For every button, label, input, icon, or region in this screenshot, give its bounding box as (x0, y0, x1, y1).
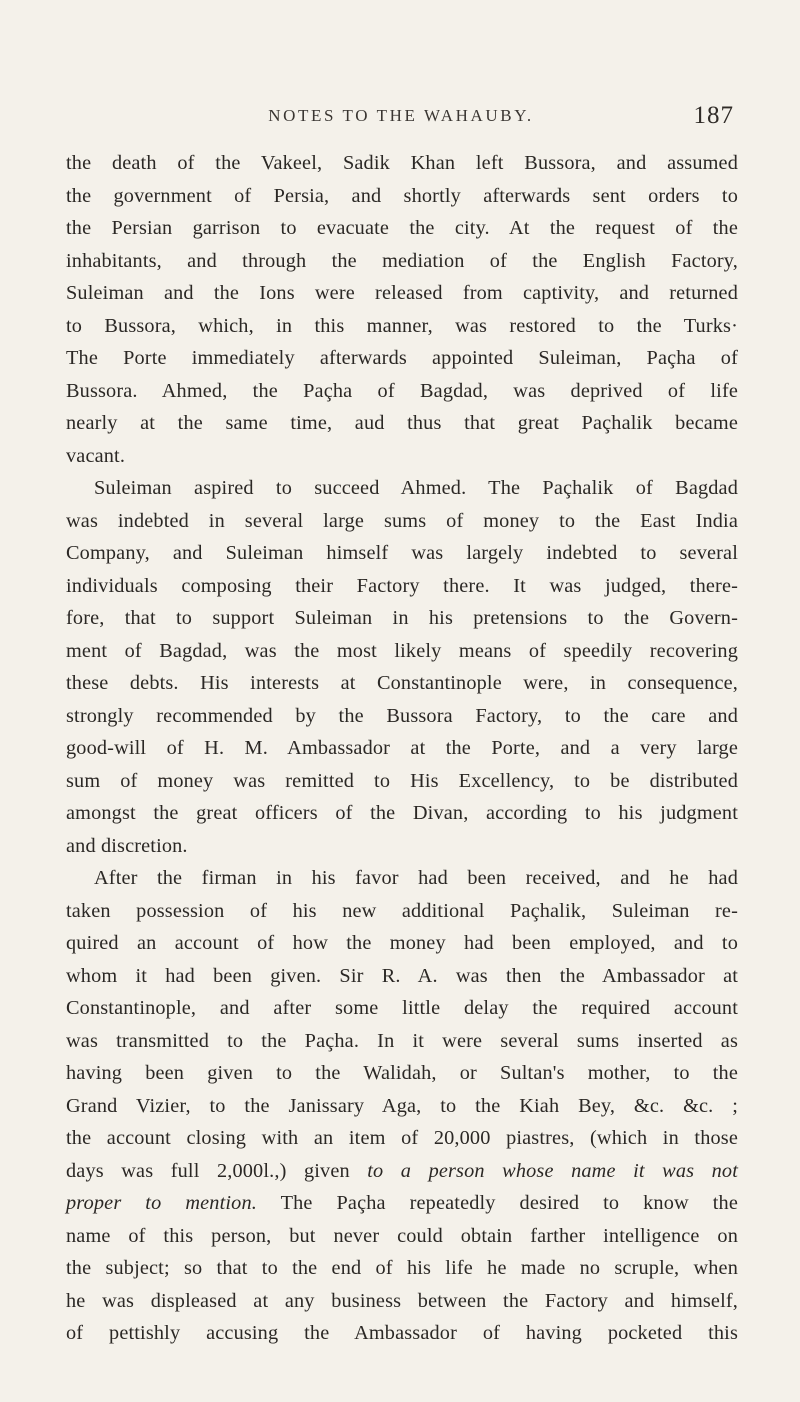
paragraph-2 (66, 472, 738, 862)
body-text (66, 147, 738, 1350)
text-line: strongly recommended by the Bussora Factory, to the care and (66, 704, 738, 727)
text-line: he was displeased at any business between the Factory and himself, (66, 1289, 738, 1312)
text-line: amongst the great officers of the Divan, according to his judgment (66, 802, 738, 824)
text-line: fore, that to support Suleiman in his pretensions to the Govern- (66, 607, 738, 629)
text-line: and discretion. (66, 834, 188, 857)
text-line: was indebted in several large sums of money to the East India (66, 509, 738, 532)
italic-phrase: to a person whose name it was not (367, 1159, 738, 1182)
running-head: NOTES TO THE WAHAUBY. (268, 106, 534, 125)
text-line: these debts. His interests at Constantinople were, in consequence, (66, 672, 738, 694)
text-line: quired an account of how the money had been employed, and to (66, 932, 738, 954)
italic-phrase: proper to mention. (66, 1192, 257, 1214)
text-line-mixed (66, 1155, 738, 1188)
text-line-mixed (66, 1187, 738, 1220)
text-line: Bussora. Ahmed, the Paçha of Bagdad, was deprived of life (66, 379, 738, 402)
text-line: The Porte immediately afterwards appointed Suleiman, Paçha of (66, 347, 738, 369)
text-line: the government of Persia, and shortly afterwards sent orders to (66, 184, 738, 207)
page-header (68, 102, 734, 132)
text-line: taken possession of his new additional Paçhalik, Suleiman re- (66, 899, 738, 922)
text-line: name of this person, but never could obtain farther intelligence on (66, 1224, 738, 1247)
text-line: Constantinople, and after some little delay the required account (66, 997, 738, 1019)
text-line: Suleiman and the Ions were released from captivity, and returned (66, 282, 738, 304)
text-line: Suleiman aspired to succeed Ahmed. The Paçhalik of Bagdad (94, 477, 738, 499)
page-number: 187 (693, 102, 734, 129)
text-line: good-will of H. M. Ambassador at the Porte, and a very large (66, 737, 738, 759)
text-line: the Persian garrison to evacuate the city. At the request of the (66, 217, 738, 239)
text-line: sum of money was remitted to His Excellency, to be distributed (66, 769, 738, 792)
text-line: inhabitants, and through the mediation of the English Factory, (66, 249, 738, 272)
text-line: whom it had been given. Sir R. A. was then the Ambassador at (66, 964, 738, 987)
text-line: nearly at the same time, aud thus that great Paçhalik became (66, 412, 738, 434)
text-line: After the firman in his favor had been received, and he had (94, 867, 738, 889)
text-line: individuals composing their Factory there. It was judged, there- (66, 574, 738, 597)
text-line: ment of Bagdad, was the most likely means of speedily recovering (66, 639, 738, 662)
text-line: having been given to the Walidah, or Sultan's mother, to the (66, 1062, 738, 1084)
text-line: of pettishly accusing the Ambassador of having pocketed this (66, 1322, 738, 1344)
text-line: the account closing with an item of 20,000 piastres, (which in those (66, 1127, 738, 1149)
text-line: to Bussora, which, in this manner, was restored to the Turks· (66, 314, 738, 337)
text-line: the subject; so that to the end of his life he made no scruple, when (66, 1257, 738, 1279)
text-line: the death of the Vakeel, Sadik Khan left Bussora, and assumed (66, 152, 738, 174)
text-line: was transmitted to the Paçha. In it were several sums inserted as (66, 1029, 738, 1052)
text-segment: The Paçha repeatedly desired to know the (280, 1192, 738, 1214)
text-line: Company, and Suleiman himself was largely indebted to several (66, 542, 738, 564)
paragraph-1 (66, 147, 738, 472)
text-line: vacant. (66, 444, 126, 467)
paragraph-3 (66, 862, 738, 1350)
text-segment: days was full 2,000l.,) given (66, 1159, 350, 1182)
text-line: Grand Vizier, to the Janissary Aga, to the Kiah Bey, &c. &c. ; (66, 1094, 738, 1117)
